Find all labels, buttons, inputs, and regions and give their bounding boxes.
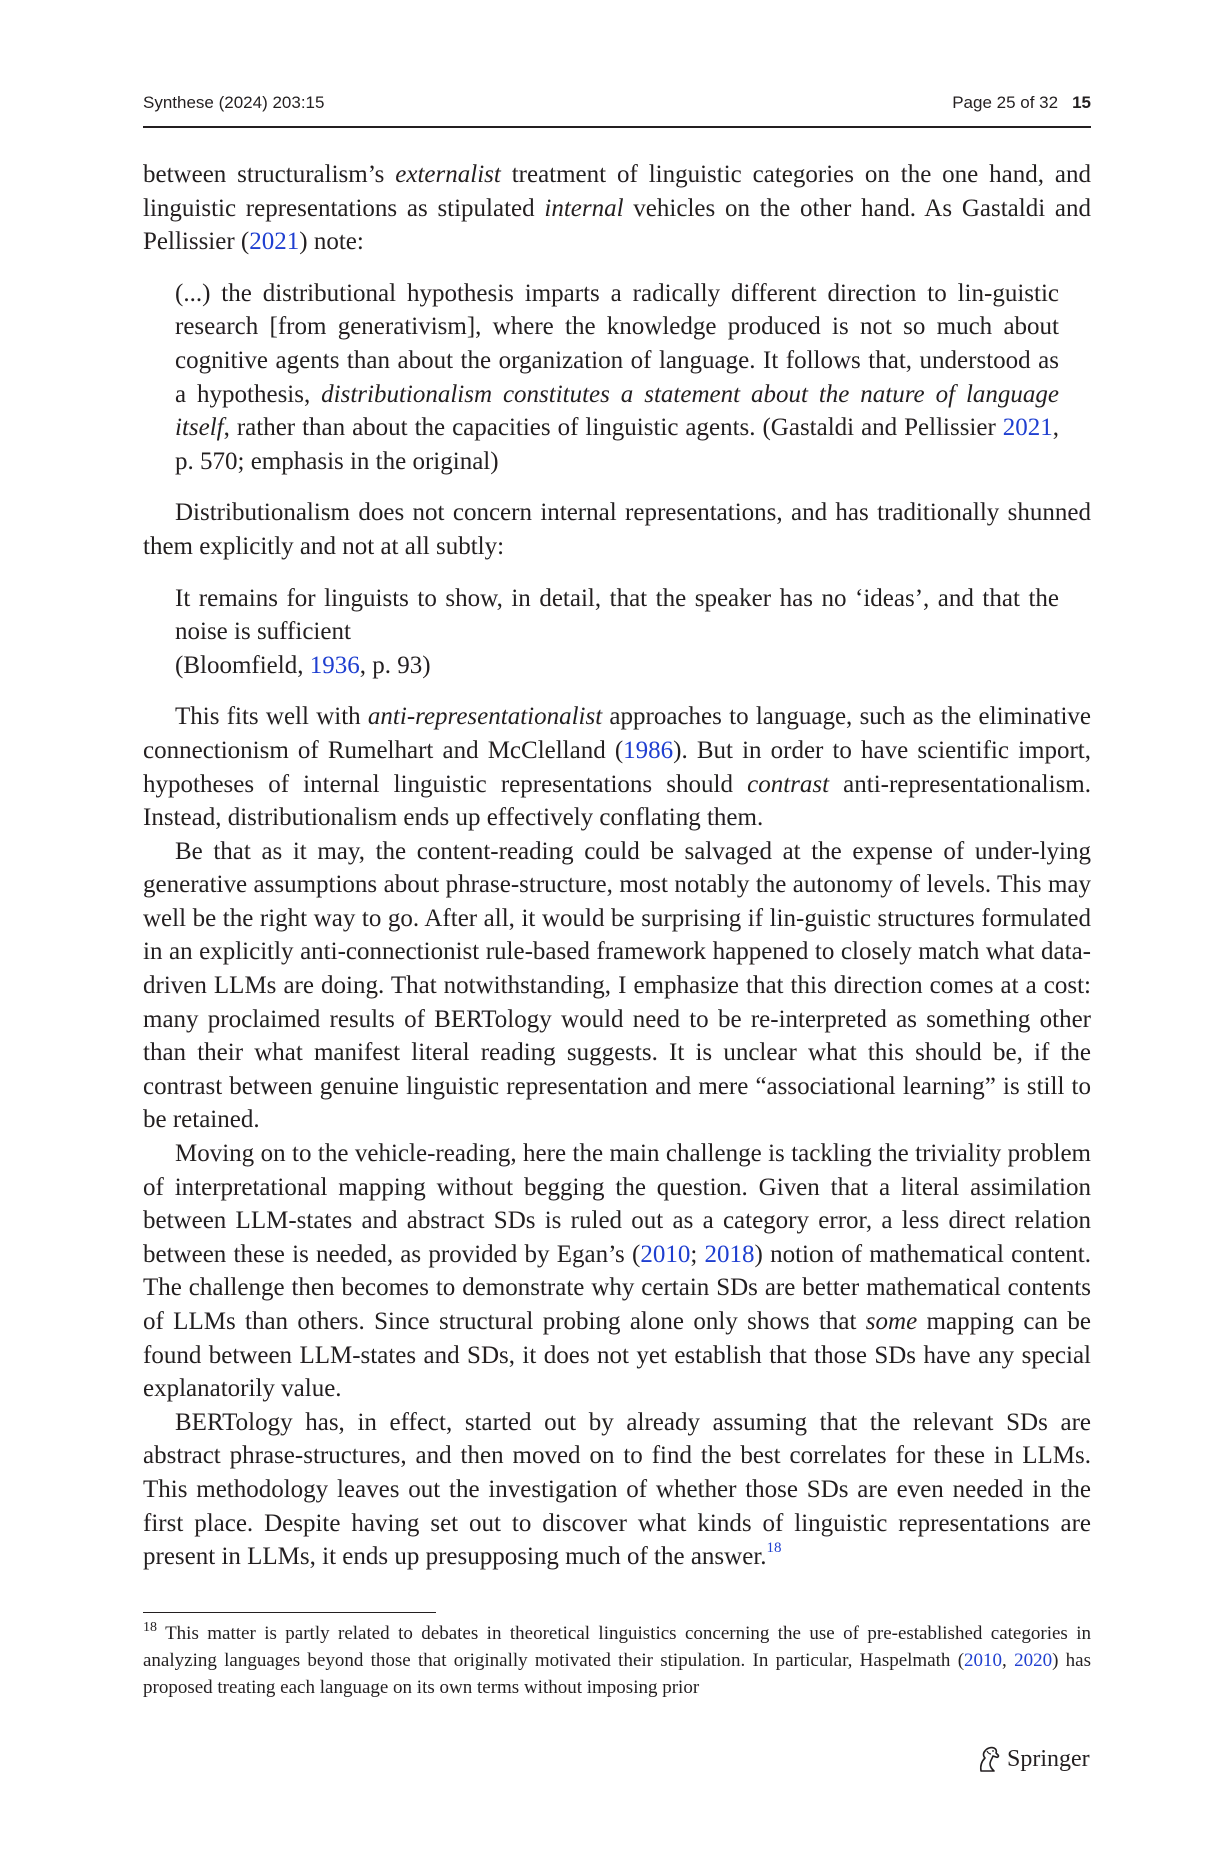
- block-quote-1: (...) the distributional hypothesis imparts a radically different direction to lin-guistic research [from generativism], where the knowledge produced is not so much about cognitive agents than about the organization of language. It follows that, understood as a hypothesis, distributionalism constitutes a statement about the nature of language itself, rather than about the capacities of linguistic agents. (Gastaldi and Pellissier 2021, p. 570; emphasis in the original): [175, 279, 1059, 475]
- citation-link[interactable]: 2010: [964, 1650, 1003, 1671]
- block-quote-2: It remains for linguists to show, in detail, that the speaker has no ‘ideas’, and that the noise is sufficient: [175, 584, 1059, 646]
- citation-link[interactable]: 2021: [1002, 414, 1053, 442]
- block-quote-2-source: (Bloomfield, 1936, p. 93): [175, 651, 431, 679]
- journal-citation: Synthese (2024) 203:15: [143, 93, 325, 112]
- footnote-ref-link[interactable]: 18: [766, 1540, 782, 1557]
- footnote-rule: [143, 1612, 436, 1613]
- paragraph-4: Be that as it may, the content-reading could be salvaged at the expense of under-lying generative assumptions about phrase-structure, most notably the autonomy of levels. This may well be the right way to go. After all, it would be surprising if lin-guistic structures formulated in an explicitly anti-connectionist rule-based framework happened to closely match what data-driven LLMs are doing. That notwithstanding, I emphasize that this direction comes at a cost: many proclaimed results of BERTology would need to be re-interpreted as something other than their what manifest literal reading suggests. It is unclear what this should be, if the contrast between genuine linguistic representation and mere “associational learning” is still to be retained.: [143, 837, 1091, 1134]
- publisher-name: Springer: [1007, 1746, 1090, 1772]
- paragraph-3: This fits well with anti-representationalist approaches to language, such as the eliminative connectionism of Rumelhart and McClelland (1986). But in order to have scientific import, hypotheses of internal linguistic representations should contrast anti-representationalism. Instead, distributionalism ends up effectively conflating them.: [143, 703, 1091, 832]
- springer-horse-icon: [975, 1745, 1001, 1773]
- header-rule: [143, 126, 1091, 128]
- citation-link[interactable]: 2020: [1014, 1650, 1053, 1671]
- page-info: [952, 92, 1091, 114]
- citation-link[interactable]: 2021: [249, 228, 300, 256]
- citation-link[interactable]: 2010: [640, 1240, 691, 1268]
- page-of-label: Page 25 of 32: [952, 93, 1059, 112]
- page-number: 15: [1072, 93, 1091, 112]
- citation-link[interactable]: 1936: [309, 651, 360, 679]
- paragraph-1: between structuralism’s externalist treatment of linguistic categories on the one hand, and linguistic representations as stipulated internal vehicles on the other hand. As Gastaldi and Pellissier (2021) note:: [143, 161, 1092, 256]
- paragraph-6: BERTology has, in effect, started out by already assuming that the relevant SDs are abstract phrase-structures, and then moved on to find the best correlates for these in LLMs. This methodology leaves out the investigation of whether those SDs are even needed in the first place. Despite having set out to discover what kinds of linguistic representations are present in LLMs, it ends up presupposing much of the answer.$^{18}$: [143, 1408, 1091, 1571]
- citation-link[interactable]: 1986: [623, 736, 674, 764]
- citation-link[interactable]: 2018: [704, 1240, 755, 1268]
- paragraph-2: Distributionalism does not concern internal representations, and has traditionally shunned them explicitly and not at all subtly:: [143, 499, 1091, 560]
- running-header: [143, 92, 1091, 126]
- paragraph-5: Moving on to the vehicle-reading, here the main challenge is tackling the triviality problem of interpretational mapping without begging the question. Given that a literal assimilation between LLM-states and abstract SDs is ruled out as a category error, a less direct relation between these is needed, as provided by Egan’s (2010; 2018) notion of mathematical content. The challenge then becomes to demonstrate why certain SDs are better mathematical contents of LLMs than others. Since structural probing alone only shows that some mapping can be found between LLM-states and SDs, it does not yet establish that those SDs have any special explanatorily value.: [143, 1140, 1091, 1403]
- publisher-logo: [975, 1744, 1090, 1774]
- footnote-number: 18: [143, 1620, 157, 1635]
- footnote-18: $^{18}$ This matter is partly related to debates in theoretical linguistics concerning the use of pre-established categories in analyzing languages beyond those that originally motivated their stipulation. In particular, Haspelmath (2010, 2020) has proposed treating each language on its own terms without imposing prior: [143, 1620, 1091, 1698]
- article-body: [143, 158, 1091, 1574]
